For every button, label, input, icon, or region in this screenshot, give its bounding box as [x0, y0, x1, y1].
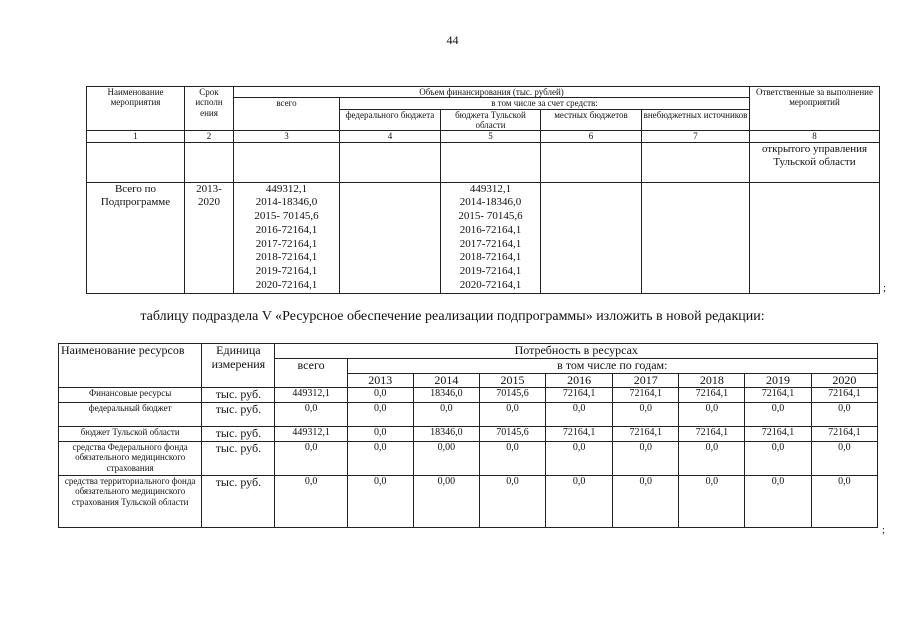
- year-value: 72164,1: [811, 388, 877, 403]
- col-num: 7: [642, 131, 750, 142]
- unit-cell: тыс. руб.: [202, 388, 275, 403]
- tula-values: [441, 182, 541, 293]
- year-value: 0,0: [811, 475, 877, 527]
- year-header: 2014: [413, 373, 479, 388]
- header-years: в том числе по годам:: [347, 358, 877, 373]
- total-cell: 0,0: [275, 441, 347, 475]
- table-row: [59, 427, 878, 442]
- year-value: 0,0: [679, 403, 745, 427]
- unit-cell: тыс. руб.: [202, 441, 275, 475]
- year-value: 0,0: [745, 441, 811, 475]
- header-volume: Объем финансирования (тыс. рублей): [234, 87, 750, 98]
- value-line: 449312,1: [265, 182, 308, 195]
- year-value: 0,0: [479, 475, 545, 527]
- header-federal: федерального бюджета: [340, 109, 441, 131]
- year-value: 72164,1: [613, 388, 679, 403]
- year-value: 70145,6: [479, 388, 545, 403]
- table-row: [59, 441, 878, 475]
- year-value: 0,0: [347, 388, 413, 403]
- empty-cell: [750, 182, 880, 293]
- year-value: 0,00: [413, 475, 479, 527]
- table-row: [59, 388, 878, 403]
- value-line: 2016-72164,1: [255, 223, 318, 236]
- value-line: 2016-72164,1: [459, 223, 522, 236]
- year-header: 2019: [745, 373, 811, 388]
- year-value: 72164,1: [745, 388, 811, 403]
- year-header: 2018: [679, 373, 745, 388]
- col-num: 4: [340, 131, 441, 142]
- year-value: 72164,1: [679, 388, 745, 403]
- empty-cell: [234, 142, 340, 182]
- year-value: 0,0: [745, 403, 811, 427]
- value-line: 2020-72164,1: [255, 278, 318, 291]
- year-value: 0,00: [413, 441, 479, 475]
- empty-cell: [541, 182, 642, 293]
- activities-table: [86, 86, 880, 294]
- year-value: 0,0: [546, 475, 613, 527]
- value-line: 2020-72164,1: [459, 278, 522, 291]
- year-value: 0,0: [679, 441, 745, 475]
- header-including: в том числе за счет средств:: [340, 98, 750, 109]
- resources-table: [58, 343, 878, 528]
- instruction-paragraph: таблицу подраздела V «Ресурсное обеспечение реализации подпрограммы» изложить в новой редакции:: [140, 309, 765, 324]
- header-total: всего: [275, 358, 347, 388]
- table-row: [59, 475, 878, 527]
- value-line: 2014-18346,0: [459, 196, 522, 209]
- resource-name: средства Федерального фонда обязательного медицинского страхования: [59, 441, 202, 475]
- unit-cell: тыс. руб.: [202, 475, 275, 527]
- year-value: 72164,1: [745, 427, 811, 442]
- semicolon: ;: [883, 282, 887, 294]
- value-line: 449312,1: [469, 182, 512, 195]
- value-line: 2017-72164,1: [459, 237, 522, 250]
- year-value: 18346,0: [413, 388, 479, 403]
- col-num: 6: [541, 131, 642, 142]
- year-value: 0,0: [479, 403, 545, 427]
- year-header: 2013: [347, 373, 413, 388]
- year-header: 2016: [546, 373, 613, 388]
- year-value: 0,0: [679, 475, 745, 527]
- year-value: 0,0: [347, 403, 413, 427]
- resource-name: средства территориального фонда обязательного медицинского страхования Тульской области: [59, 475, 202, 527]
- header-responsible: Ответственные за выполнение мероприятий: [750, 87, 880, 131]
- total-cell: 449312,1: [275, 427, 347, 442]
- value-line: 2019-72164,1: [255, 265, 318, 278]
- total-term: 2013-2020: [185, 182, 234, 293]
- total-cell: 449312,1: [275, 388, 347, 403]
- total-name: Всего по Подпрограмме: [87, 182, 185, 293]
- header-tula: бюджета Тульской области: [441, 109, 541, 131]
- year-value: 0,0: [745, 475, 811, 527]
- year-value: 0,0: [811, 403, 877, 427]
- header-need: Потребность в ресурсах: [275, 344, 878, 359]
- header-unit: Единица измерения: [202, 344, 275, 388]
- year-value: 0,0: [347, 475, 413, 527]
- value-line: 2017-72164,1: [255, 237, 318, 250]
- year-value: 70145,6: [479, 427, 545, 442]
- year-value: 0,0: [479, 441, 545, 475]
- empty-cell: [87, 142, 185, 182]
- col-num: 2: [185, 131, 234, 142]
- header-total: всего: [234, 98, 340, 131]
- resource-name: бюджет Тульской области: [59, 427, 202, 442]
- continued-responsible: открытого управления Тульской области: [750, 142, 880, 182]
- year-value: 0,0: [413, 403, 479, 427]
- empty-cell: [185, 142, 234, 182]
- year-value: 72164,1: [679, 427, 745, 442]
- year-value: 72164,1: [546, 427, 613, 442]
- semicolon: ;: [882, 524, 886, 536]
- value-line: 2015- 70145,6: [254, 210, 319, 223]
- value-line: 2019-72164,1: [459, 265, 522, 278]
- table-row: [59, 403, 878, 427]
- unit-cell: тыс. руб.: [202, 427, 275, 442]
- year-header: 2020: [811, 373, 877, 388]
- empty-cell: [441, 142, 541, 182]
- year-header: 2015: [479, 373, 545, 388]
- col-num: 5: [441, 131, 541, 142]
- value-line: 2014-18346,0: [255, 196, 318, 209]
- year-value: 0,0: [613, 441, 679, 475]
- empty-cell: [541, 142, 642, 182]
- year-value: 72164,1: [546, 388, 613, 403]
- page-number: 44: [446, 33, 459, 47]
- year-value: 18346,0: [413, 427, 479, 442]
- year-value: 72164,1: [811, 427, 877, 442]
- empty-cell: [642, 182, 750, 293]
- unit-cell: тыс. руб.: [202, 403, 275, 427]
- year-value: 72164,1: [613, 427, 679, 442]
- total-cell: 0,0: [275, 475, 347, 527]
- empty-cell: [642, 142, 750, 182]
- value-line: 2015- 70145,6: [458, 210, 523, 223]
- empty-cell: [340, 142, 441, 182]
- year-value: 0,0: [613, 475, 679, 527]
- col-num: 8: [750, 131, 880, 142]
- year-value: 0,0: [546, 441, 613, 475]
- empty-cell: [340, 182, 441, 293]
- header-activity-name: Наименование мероприятия: [87, 87, 185, 131]
- value-line: 2018-72164,1: [459, 251, 522, 264]
- total-values: [234, 182, 340, 293]
- header-term: Срок исполн ения: [185, 87, 234, 131]
- col-num: 1: [87, 131, 185, 142]
- year-value: 0,0: [546, 403, 613, 427]
- total-cell: 0,0: [275, 403, 347, 427]
- year-value: 0,0: [613, 403, 679, 427]
- resource-name: федеральный бюджет: [59, 403, 202, 427]
- col-num: 3: [234, 131, 340, 142]
- year-value: 0,0: [347, 441, 413, 475]
- header-resource-name: Наименование ресурсов: [59, 344, 202, 388]
- resource-name: Финансовые ресурсы: [59, 388, 202, 403]
- year-value: 0,0: [347, 427, 413, 442]
- year-value: 0,0: [811, 441, 877, 475]
- header-local: местных бюджетов: [541, 109, 642, 131]
- year-header: 2017: [613, 373, 679, 388]
- value-line: 2018-72164,1: [255, 251, 318, 264]
- header-extra: внебюджетных источников: [642, 109, 750, 131]
